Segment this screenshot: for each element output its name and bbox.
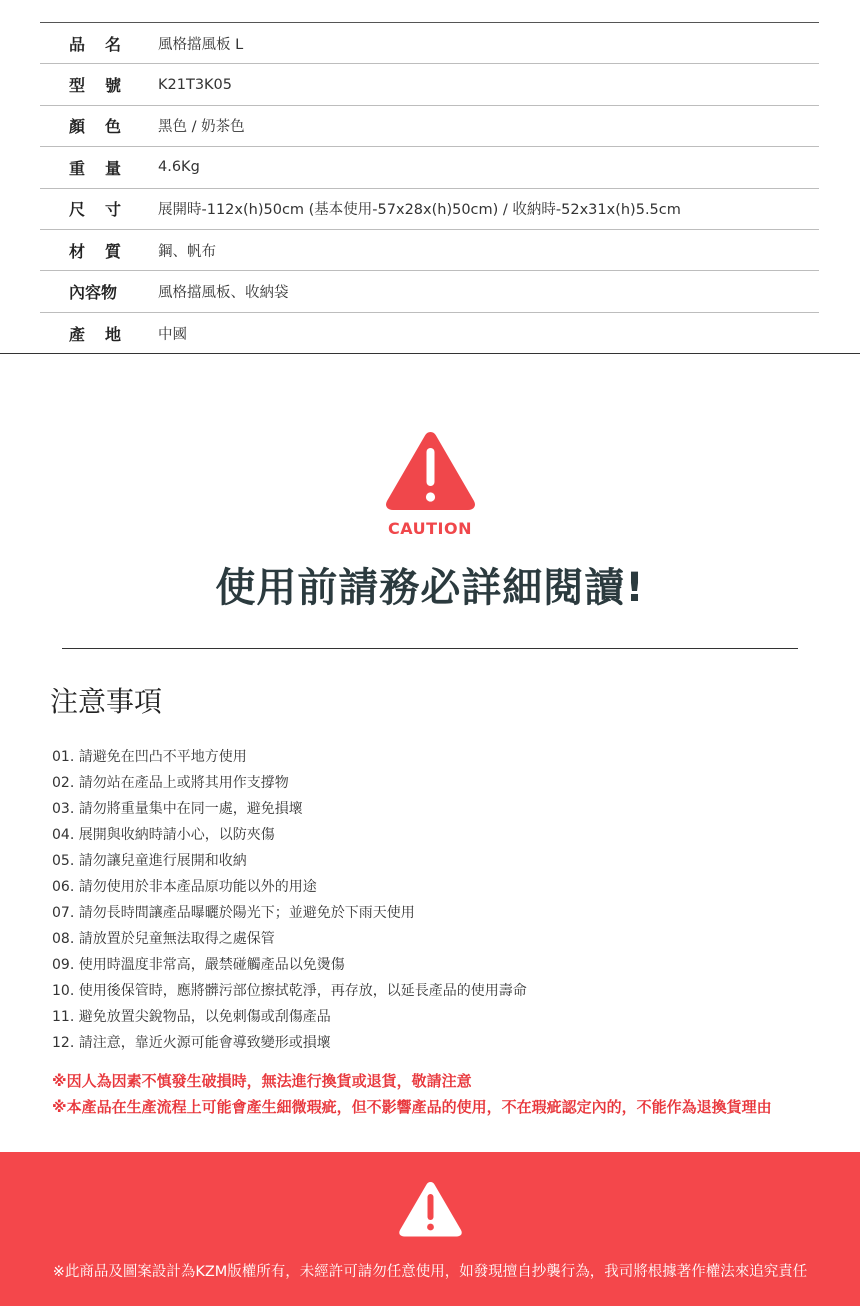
spec-value: 中國 xyxy=(158,326,187,343)
spec-label xyxy=(40,280,158,303)
spec-row-material xyxy=(40,230,819,271)
heading-divider xyxy=(62,648,798,649)
list-item: 05. 請勿讓兒童進行展開和收納 xyxy=(52,853,247,869)
spec-label-char: 產 xyxy=(69,324,86,344)
spec-label-char: 材 xyxy=(69,241,86,261)
spec-value: 黑色 / 奶茶色 xyxy=(158,119,245,136)
list-item: 02. 請勿站在產品上或將其用作支撐物 xyxy=(52,775,289,791)
spec-row-weight xyxy=(40,147,819,188)
notice-title: 注意事項 xyxy=(50,685,163,718)
spec-label xyxy=(40,322,158,345)
spec-label-char: 名 xyxy=(104,34,121,54)
copyright-banner xyxy=(0,1152,860,1306)
spec-label-char: 型 xyxy=(69,76,86,96)
list-item: 03. 請勿將重量集中在同一處，避免損壞 xyxy=(52,801,303,817)
spec-row-contents xyxy=(40,271,819,312)
list-item: 07. 請勿長時間讓產品曝曬於陽光下；並避免於下雨天使用 xyxy=(52,905,415,921)
spec-row-name xyxy=(40,23,819,64)
warning-triangle-icon xyxy=(398,1180,463,1237)
list-item: 01. 請避免在凹凸不平地方使用 xyxy=(52,749,247,765)
warning-notes xyxy=(52,1068,772,1120)
spec-value: K21T3K05 xyxy=(158,76,233,93)
list-item: 06. 請勿使用於非本產品原功能以外的用途 xyxy=(52,879,317,895)
warning-note: ※本產品在生產流程上可能會產生細微瑕疵，但不影響產品的使用，不在瑕疵認定內的，不能作為退換貨理由 xyxy=(52,1098,772,1116)
list-item: 04. 展開與收納時請小心，以防夾傷 xyxy=(52,827,275,843)
spec-label-char: 量 xyxy=(104,158,121,178)
spec-value: 風格擋風板 L xyxy=(158,36,244,53)
spec-label xyxy=(40,73,158,96)
spec-row-model xyxy=(40,64,819,105)
list-item: 09. 使用時溫度非常高，嚴禁碰觸產品以免燙傷 xyxy=(52,957,345,973)
spec-label xyxy=(40,239,158,262)
spec-label-char: 號 xyxy=(104,76,121,96)
spec-label-char: 尺 xyxy=(69,200,86,220)
spec-label-char: 色 xyxy=(104,117,121,137)
spec-label xyxy=(40,197,158,220)
spec-value: 展開時-112x(h)50cm (基本使用-57x28x(h)50cm) / 收納時-52x31x(h)5.5cm xyxy=(158,202,681,219)
spec-label-char: 顏 xyxy=(69,117,86,137)
spec-label-char: 地 xyxy=(104,324,121,344)
warning-triangle-icon xyxy=(383,428,478,512)
spec-label-char: 質 xyxy=(104,241,121,261)
spec-label-char: 品 xyxy=(69,34,86,54)
spec-row-origin xyxy=(40,313,819,354)
section-divider xyxy=(0,353,860,354)
spec-value: 風格擋風板、收納袋 xyxy=(158,285,289,302)
list-item: 12. 請注意，靠近火源可能會導致變形或損壞 xyxy=(52,1035,331,1051)
list-item: 10. 使用後保管時，應將髒污部位擦拭乾淨，再存放，以延長產品的使用壽命 xyxy=(52,983,527,999)
spec-table xyxy=(40,22,819,354)
spec-label xyxy=(40,156,158,179)
spec-value: 鋼、帆布 xyxy=(158,243,216,260)
notice-list xyxy=(52,744,527,1056)
spec-value: 4.6Kg xyxy=(158,159,200,176)
spec-label-char: 寸 xyxy=(104,200,121,220)
spec-label xyxy=(40,32,158,55)
spec-row-size xyxy=(40,189,819,230)
spec-label xyxy=(40,114,158,137)
list-item: 11. 避免放置尖銳物品，以免刺傷或刮傷產品 xyxy=(52,1009,331,1025)
spec-label-text: 內容物 xyxy=(69,283,118,303)
spec-label-char: 重 xyxy=(69,158,86,178)
list-item: 08. 請放置於兒童無法取得之處保管 xyxy=(52,931,275,947)
spec-row-color xyxy=(40,106,819,147)
page-title: 使用前請務必詳細閱讀! xyxy=(215,565,645,611)
copyright-text: ※此商品及圖案設計為KZM版權所有，未經許可請勿任意使用，如發現擅自抄襲行為，我司將根據著作權法來追究責任 xyxy=(52,1264,808,1280)
warning-note: ※因人為因素不慎發生破損時，無法進行換貨或退貨，敬請注意 xyxy=(52,1072,472,1090)
caution-label: CAUTION xyxy=(388,519,472,538)
